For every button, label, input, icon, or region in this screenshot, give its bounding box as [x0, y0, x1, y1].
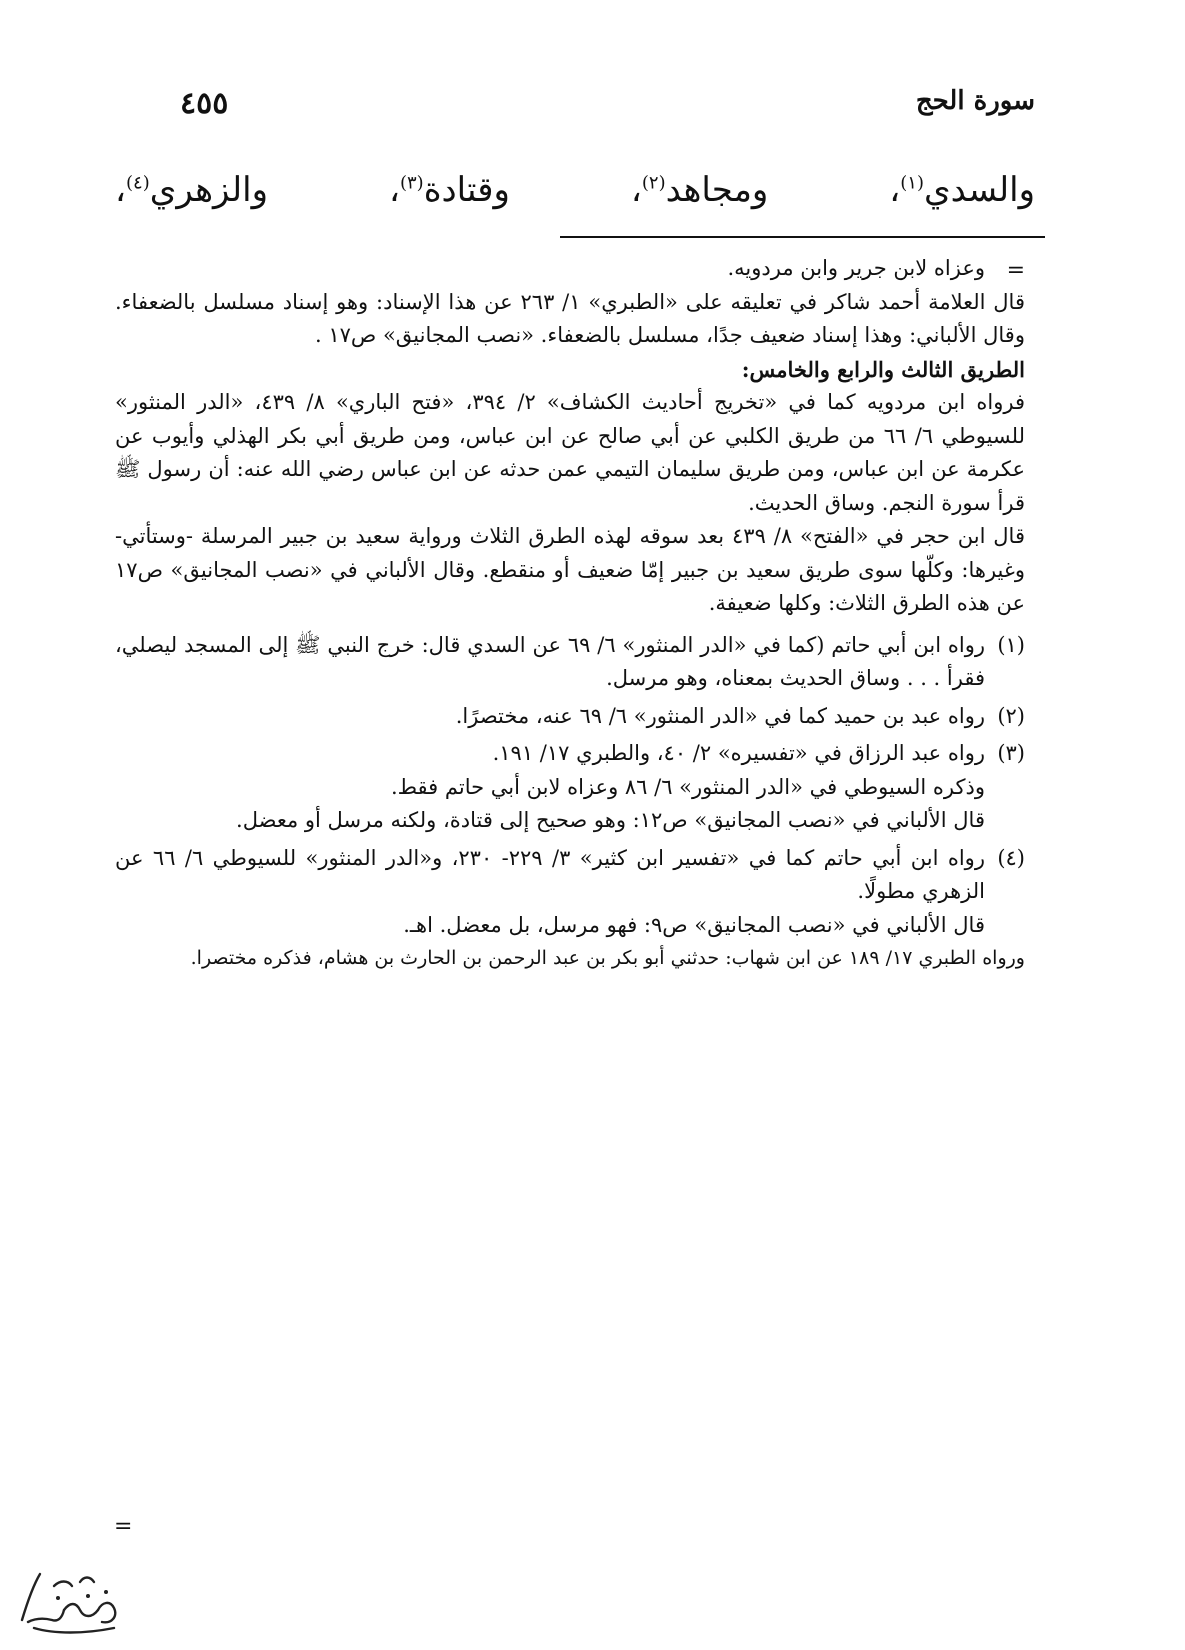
footnote-ref: (١): [900, 172, 924, 194]
main-name: وقتادة: [423, 170, 510, 210]
separator: ،: [630, 170, 642, 210]
footnote-4: [115, 842, 1025, 909]
running-title: سورة الحج: [915, 86, 1035, 116]
footnote-line: رواه عبد الرزاق في «تفسيره» ٢/ ٤٠، والطبري ١٧/ ١٩١.: [492, 741, 985, 765]
footnote-line: قال الألباني في «نصب المجانيق» ص٩: فهو مرسل، بل معضل. اهـ.: [403, 912, 985, 937]
note-paragraph: فرواه ابن مردويه كما في «تخريج أحاديث الكشاف» ٢/ ٣٩٤، «فتح الباري» ٨/ ٤٣٩، «الدر المنثور» للسيوطي ٦/ ٦٦ من طريق الكلبي عن أبي صالح عن ابن عباس، ومن طريق أبي بكر الهذلي وأيوب عن عكرمة عن ابن عباس، ومن طريق سليمان التيمي عمن حدثه عن ابن عباس رضي الله عنه: أن رسول ﷺ قرأ سورة النجم. وساق الحديث.: [115, 390, 1025, 515]
note-paragraph: قال العلامة أحمد شاكر في تعليقه على «الطبري» ١/ ٢٦٣ عن هذا الإسناد: وهو إسناد مسلسل بالضعفاء. وقال الألباني: وهذا إسناد ضعيف جدًا، مسلسل بالضعفاء. «نصب المجانيق» ص١٧ .: [115, 289, 1025, 347]
footnote-line: ورواه الطبري ١٧/ ١٨٩ عن ابن شهاب: حدثني أبو بكر بن عبد الرحمن بن الحارث بن هشام، فذكره مختصرا.: [190, 947, 1025, 969]
footnote-1: [115, 629, 1025, 696]
separator: ،: [115, 170, 126, 210]
main-text-line: [115, 170, 1035, 226]
page-header: [170, 86, 1035, 130]
footnote-mark: (٤): [997, 845, 1025, 870]
footnotes-area: [115, 252, 1025, 976]
footnote-line: رواه ابن أبي حاتم كما في «تفسير ابن كثير» ٣/ ٢٢٩- ٢٣٠، و«الدر المنثور» للسيوطي ٦/ ٦٦ عن الزهري مطولًا.: [115, 845, 985, 903]
footnote-line: رواه ابن أبي حاتم (كما في «الدر المنثور» ٦/ ٦٩ عن السدي قال: خرج النبي ﷺ إلى المسجد ليصلي، فقرأ . . . وساق الحديث بمعناه، وهو مرسل.: [115, 632, 985, 690]
footnote-2: [115, 700, 1025, 734]
main-name: والزهري: [149, 170, 269, 210]
footnote-line: قال الألباني في «نصب المجانيق» ص١٢: وهو صحيح إلى قتادة، ولكنه مرسل أو معضل.: [236, 808, 985, 832]
main-name: ومجاهد: [665, 170, 769, 210]
footnote-line: رواه عبد بن حميد كما في «الدر المنثور» ٦/ ٦٩ عنه، مختصرًا.: [455, 703, 985, 728]
footnote-mark: (١): [997, 632, 1025, 657]
footnote-mark: (٣): [997, 741, 1025, 765]
note-paragraph: قال ابن حجر في «الفتح» ٨/ ٤٣٩ بعد سوقه لهذه الطرق الثلاث ورواية سعيد بن جبير المرسلة -وستأتي- وغيرها: وكلّها سوى طريق سعيد بن جبير إمّا ضعيف أو منقطع. وقال الألباني في «نصب المجانيق» ص١٧ عن هذه الطرق الثلاث: وكلها ضعيفة.: [115, 524, 1025, 615]
footnote-mark: (٢): [997, 703, 1025, 728]
continuation-mark: =: [114, 1514, 133, 1539]
footnote-ref: (٤): [125, 172, 150, 194]
footnote-ref: (٢): [641, 172, 666, 194]
note-paragraph: وعزاه لابن جرير وابن مردويه.: [727, 256, 985, 280]
separator: ،: [388, 170, 400, 210]
continuation-mark: =: [1006, 258, 1025, 283]
footnote-3: [115, 737, 1025, 771]
separator: ،: [889, 170, 901, 210]
section-heading: الطريق الثالث والرابع والخامس:: [741, 356, 1025, 382]
footnote-line: وذكره السيوطي في «الدر المنثور» ٦/ ٨٦ وعزاه لابن أبي حاتم فقط.: [390, 774, 985, 799]
footnote-separator-rule: [560, 236, 1045, 238]
main-name: والسدي: [924, 170, 1036, 210]
page-number: ٤٥٥: [180, 86, 229, 121]
footnote-ref: (٣): [399, 172, 424, 194]
publisher-logo-icon: [14, 1562, 126, 1640]
